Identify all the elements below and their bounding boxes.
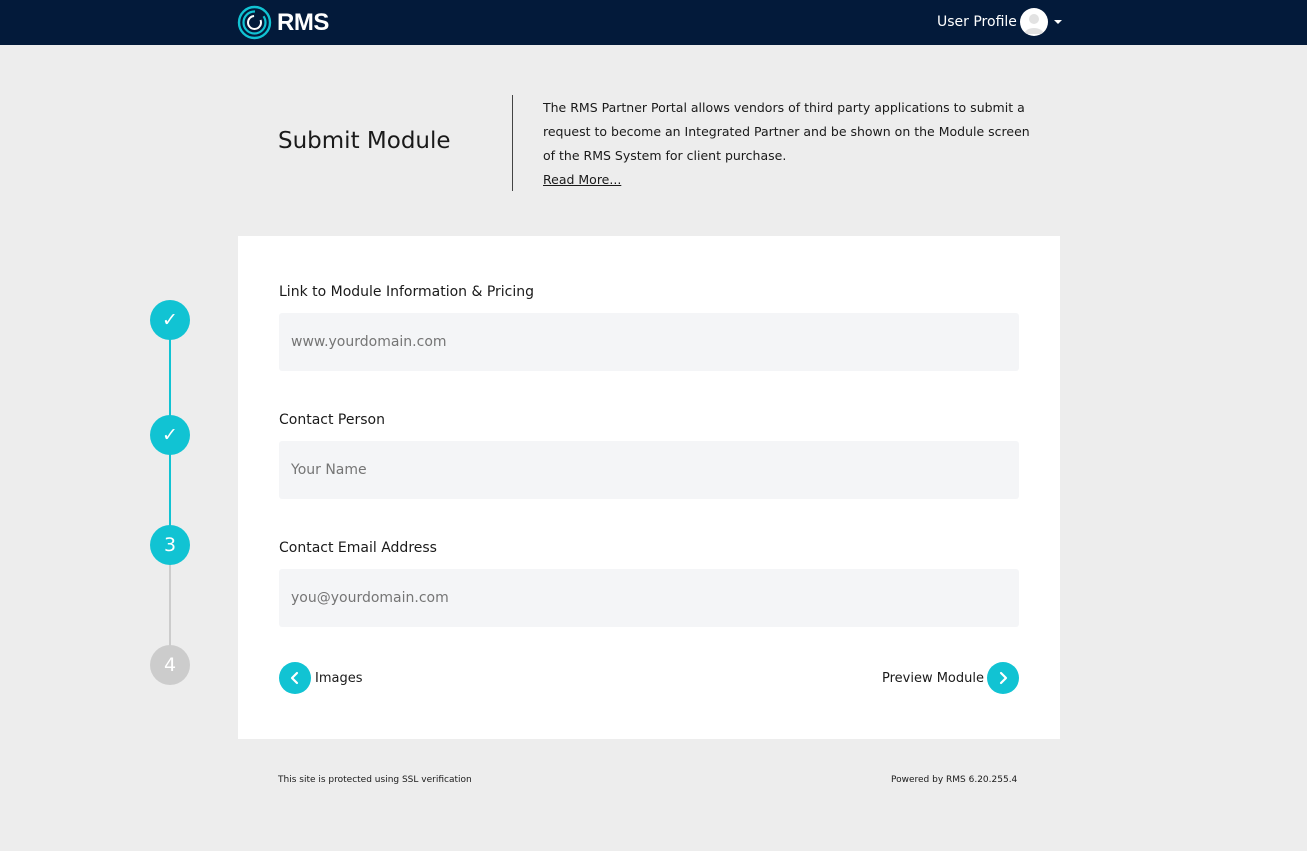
contact-email-label: Contact Email Address	[279, 540, 437, 556]
step-number: 3	[163, 534, 177, 556]
contact-person-input[interactable]	[279, 441, 1019, 499]
user-avatar-icon	[1020, 8, 1048, 36]
module-link-label: Link to Module Information & Pricing	[279, 284, 535, 300]
checkmark-icon: ✓	[162, 424, 178, 446]
ssl-notice: This site is protected using SSL verification	[278, 775, 472, 785]
powered-by: Powered by RMS 6.20.255.4	[891, 775, 1018, 785]
chevron-right-icon	[987, 662, 1019, 694]
progress-stepper	[150, 300, 190, 686]
module-link-input[interactable]	[279, 313, 1019, 371]
top-navigation-bar	[0, 0, 1307, 45]
next-button-label: Preview Module	[881, 670, 984, 686]
brand-name: RMS	[277, 8, 329, 36]
back-button-label: Images	[315, 670, 363, 686]
form-card	[238, 236, 1060, 739]
contact-person-label: Contact Person	[279, 412, 385, 428]
rms-logo[interactable]	[237, 5, 329, 40]
step-1-complete[interactable]	[150, 300, 190, 340]
step-number: 4	[163, 654, 177, 676]
intro-block	[543, 96, 1043, 192]
step-4-upcoming[interactable]	[150, 645, 190, 685]
checkmark-icon: ✓	[162, 309, 178, 331]
user-profile-menu[interactable]	[937, 6, 1062, 38]
header-divider	[512, 95, 513, 191]
caret-down-icon	[1054, 20, 1062, 24]
intro-description: The RMS Partner Portal allows vendors of third party applications to submit a request to become an Integrated Partner and be shown on the Module screen of the RMS System for client purchase.	[543, 100, 1030, 163]
rms-rings-icon	[237, 5, 272, 40]
step-2-complete[interactable]	[150, 415, 190, 455]
back-button[interactable]	[279, 662, 363, 694]
user-profile-label: User Profile	[937, 14, 1017, 30]
chevron-left-icon	[279, 662, 311, 694]
read-more-link[interactable]: Read More...	[543, 172, 622, 187]
next-button[interactable]	[882, 662, 1019, 694]
contact-email-input[interactable]	[279, 569, 1019, 627]
step-3-current[interactable]	[150, 525, 190, 565]
page-title: Submit Module	[278, 128, 451, 154]
